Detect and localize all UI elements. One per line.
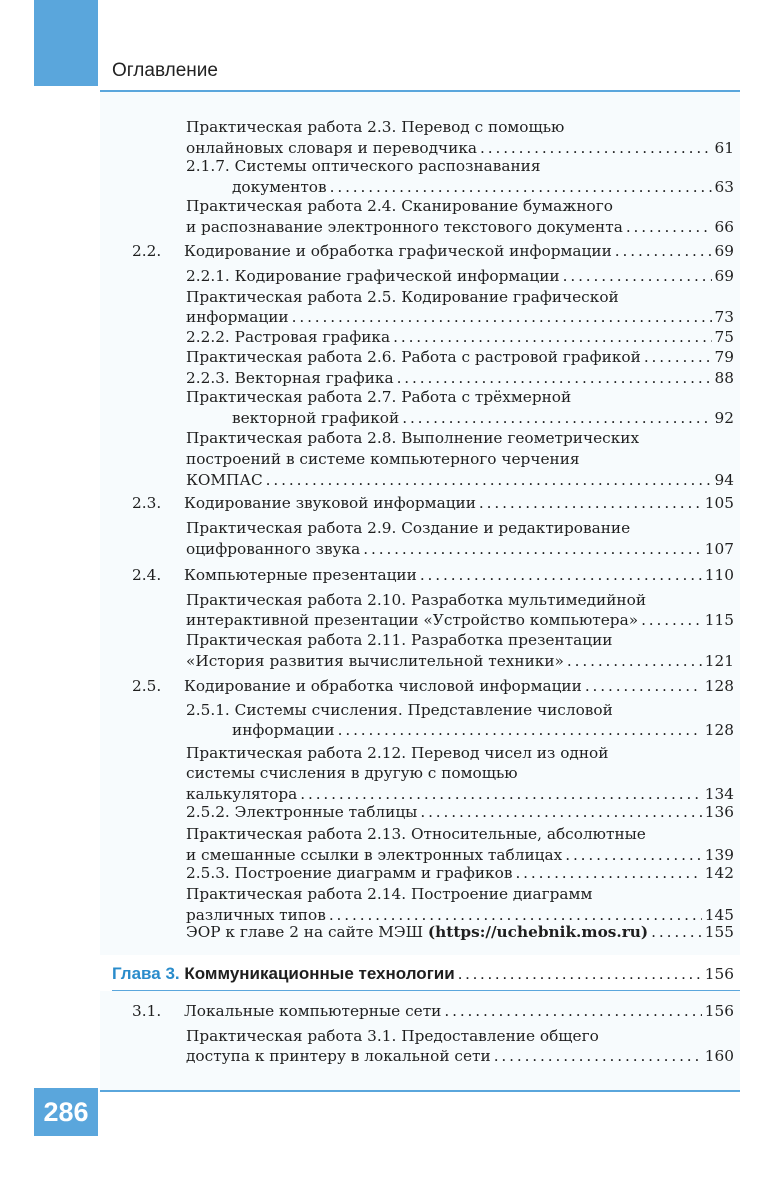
toc-page-number: 155	[704, 923, 734, 941]
toc-page-number: 88	[714, 369, 734, 387]
toc-entry-line: Практическая работа 2.5. Кодирование графической	[186, 288, 619, 306]
toc-entry[interactable]	[186, 863, 734, 883]
toc-page-number: 142	[704, 864, 734, 882]
toc-entry-line: построений в системе компьютерного черчения	[186, 450, 580, 468]
dot-leader	[585, 676, 702, 696]
toc-entry-line: Практическая работа 2.14. Построение диаграмм	[186, 885, 593, 903]
toc-page-number: 121	[704, 652, 734, 670]
toc-entry[interactable]	[232, 720, 734, 740]
toc-page-number: 160	[704, 1047, 734, 1065]
toc-entry-line: Практическая работа 2.9. Создание и редактирование	[186, 519, 631, 537]
dot-leader	[626, 217, 712, 237]
dot-leader	[402, 408, 711, 428]
toc-entry[interactable]	[186, 539, 734, 559]
toc-entry-line: 2.5.1. Системы счисления. Представление числовой	[186, 701, 613, 719]
toc-entry-text: оцифрованного звука	[186, 540, 361, 558]
toc-entry-text: Кодирование и обработка числовой информации	[184, 677, 582, 695]
toc-entry[interactable]	[186, 307, 734, 327]
toc-entry-line: Практическая работа 2.12. Перевод чисел из одной	[186, 744, 609, 762]
page-number: 286	[34, 1088, 98, 1136]
chapter-title: Коммуникационные технологии	[184, 964, 455, 983]
toc-entry-line: Практическая работа 2.4. Сканирование бумажного	[186, 197, 613, 215]
dot-leader	[480, 138, 712, 158]
toc-page-number: 145	[704, 906, 734, 924]
toc-page-number: 139	[704, 846, 734, 864]
toc-entry[interactable]	[186, 266, 734, 286]
toc-entry-text: 2.2.2. Растровая графика	[186, 328, 391, 346]
toc-entry[interactable]	[186, 470, 734, 490]
toc-page-number: 136	[704, 803, 734, 821]
toc-page-number: 66	[714, 218, 734, 236]
toc-entry-line: Практическая работа 3.1. Предоставление общего	[186, 1027, 599, 1045]
toc-page-number: 107	[704, 540, 734, 558]
toc-page-number: 94	[714, 471, 734, 489]
toc-entry[interactable]	[232, 408, 734, 428]
dot-leader	[479, 493, 702, 513]
toc-entry-line: Практическая работа 2.3. Перевод с помощью	[186, 118, 565, 136]
toc-entry-line: Практическая работа 2.8. Выполнение геометрических	[186, 429, 640, 447]
toc-entry-text: «История развития вычислительной техники»	[186, 652, 564, 670]
dot-leader	[641, 610, 702, 630]
toc-chapter-heading[interactable]	[112, 962, 734, 986]
toc-entry-text: ЭОР к главе 2 на сайте МЭШ	[186, 923, 428, 941]
toc-entry-text: Кодирование звуковой информации	[184, 494, 476, 512]
toc-entry[interactable]	[186, 845, 734, 865]
dot-leader	[397, 368, 712, 388]
toc-entry[interactable]	[186, 922, 734, 942]
toc-entry-section[interactable]	[132, 565, 734, 585]
footer-divider	[100, 1090, 740, 1092]
dot-leader	[330, 177, 712, 197]
toc-page-number: 115	[704, 611, 734, 629]
toc-page-number: 79	[714, 348, 734, 366]
dot-leader	[266, 470, 712, 490]
toc-entry-text: и распознавание электронного текстового документа	[186, 218, 623, 236]
toc-entry-text: Локальные компьютерные сети	[184, 1002, 442, 1020]
toc-entry-text: и смешанные ссылки в электронных таблицах	[186, 846, 563, 864]
toc-page-number: 105	[704, 494, 734, 512]
dot-leader	[393, 327, 711, 347]
toc-entry-line: Практическая работа 2.7. Работа с трёхмерной	[186, 388, 572, 406]
dot-leader	[300, 784, 702, 804]
toc-entry[interactable]	[186, 217, 734, 237]
toc-entry-text: 2.2.3. Векторная графика	[186, 369, 394, 387]
section-number: 2.2.	[132, 242, 162, 260]
toc-entry-text: доступа к принтеру в локальной сети	[186, 1047, 491, 1065]
toc-page-number: 92	[714, 409, 734, 427]
section-number: 3.1.	[132, 1002, 162, 1020]
toc-entry-line: Практическая работа 2.10. Разработка мультимедийной	[186, 591, 647, 609]
toc-page-number: 156	[704, 965, 734, 983]
toc-page-number: 75	[714, 328, 734, 346]
dot-leader	[458, 962, 702, 982]
toc-entry-text: 2.5.2. Электронные таблицы	[186, 803, 418, 821]
dot-leader	[563, 266, 712, 286]
toc-entry[interactable]	[186, 610, 734, 630]
toc-entry-text: калькулятора	[186, 785, 298, 803]
dot-leader	[515, 863, 701, 883]
toc-page-number: 134	[704, 785, 734, 803]
dot-leader	[651, 922, 702, 942]
toc-entry-text: информации	[186, 308, 289, 326]
toc-entry[interactable]	[186, 368, 734, 388]
chapter-divider	[112, 990, 740, 991]
dot-leader	[363, 539, 702, 559]
toc-page-number: 110	[704, 566, 734, 584]
toc-entry-text: Компьютерные презентации	[184, 566, 417, 584]
dot-leader	[444, 1001, 701, 1021]
dot-leader	[420, 802, 701, 822]
toc-page-number: 156	[704, 1002, 734, 1020]
toc-page-number: 61	[714, 139, 734, 157]
toc-entry-text: Кодирование и обработка графической информации	[184, 242, 612, 260]
toc-entry-section[interactable]	[132, 241, 734, 261]
dot-leader	[565, 845, 702, 865]
chapter-label: Глава 3.	[112, 964, 180, 983]
section-number: 2.4.	[132, 566, 162, 584]
dot-leader	[292, 307, 712, 327]
toc-entry[interactable]	[186, 1046, 734, 1066]
toc-entry-text: интерактивной презентации «Устройство компьютера»	[186, 611, 639, 629]
toc-entry-text: различных типов	[186, 906, 326, 924]
toc-entry-url: (https://uchebnik.mos.ru)	[427, 923, 649, 941]
toc-entry[interactable]	[186, 802, 734, 822]
toc-entry-text: информации	[232, 721, 335, 739]
toc-entry[interactable]	[186, 784, 734, 804]
dot-leader	[494, 1046, 702, 1066]
toc-page-number: 63	[714, 178, 734, 196]
dot-leader	[615, 241, 712, 261]
toc-entry-section[interactable]	[132, 493, 734, 513]
toc-entry[interactable]	[186, 327, 734, 347]
toc-page-number: 69	[714, 242, 734, 260]
toc-entry-line: 2.1.7. Системы оптического распознавания	[186, 157, 541, 175]
toc-entry-text: КОМПАС	[186, 471, 263, 489]
header-accent-bar	[34, 0, 98, 86]
dot-leader	[567, 651, 702, 671]
toc-entry-text: векторной графикой	[232, 409, 400, 427]
section-number: 2.3.	[132, 494, 162, 512]
toc-page-number: 73	[714, 308, 734, 326]
page-title: Оглавление	[112, 60, 218, 81]
toc-entry-text: документов	[232, 178, 327, 196]
toc-entry-line: системы счисления в другую с помощью	[186, 764, 518, 782]
toc-entry[interactable]	[186, 347, 734, 367]
toc-page-number: 69	[714, 267, 734, 285]
toc-entry[interactable]	[186, 651, 734, 671]
toc-entry-text: Практическая работа 2.6. Работа с растровой графикой	[186, 348, 641, 366]
toc-entry[interactable]	[186, 138, 734, 158]
dot-leader	[338, 720, 702, 740]
dot-leader	[420, 565, 702, 585]
toc-page-number: 128	[704, 677, 734, 695]
toc-entry-line: Практическая работа 2.13. Относительные, абсолютные	[186, 825, 646, 843]
toc-page-number: 128	[704, 721, 734, 739]
toc-entry[interactable]	[232, 177, 734, 197]
toc-entry-text: 2.5.3. Построение диаграмм и графиков	[186, 864, 513, 882]
toc-entry-section[interactable]	[132, 676, 734, 696]
dot-leader	[644, 347, 712, 367]
toc-entry-section[interactable]	[132, 1001, 734, 1021]
section-number: 2.5.	[132, 677, 162, 695]
toc-entry-text: онлайновых словаря и переводчика	[186, 139, 478, 157]
toc-entry-text: 2.2.1. Кодирование графической информации	[186, 267, 560, 285]
toc-entry-line: Практическая работа 2.11. Разработка презентации	[186, 631, 613, 649]
